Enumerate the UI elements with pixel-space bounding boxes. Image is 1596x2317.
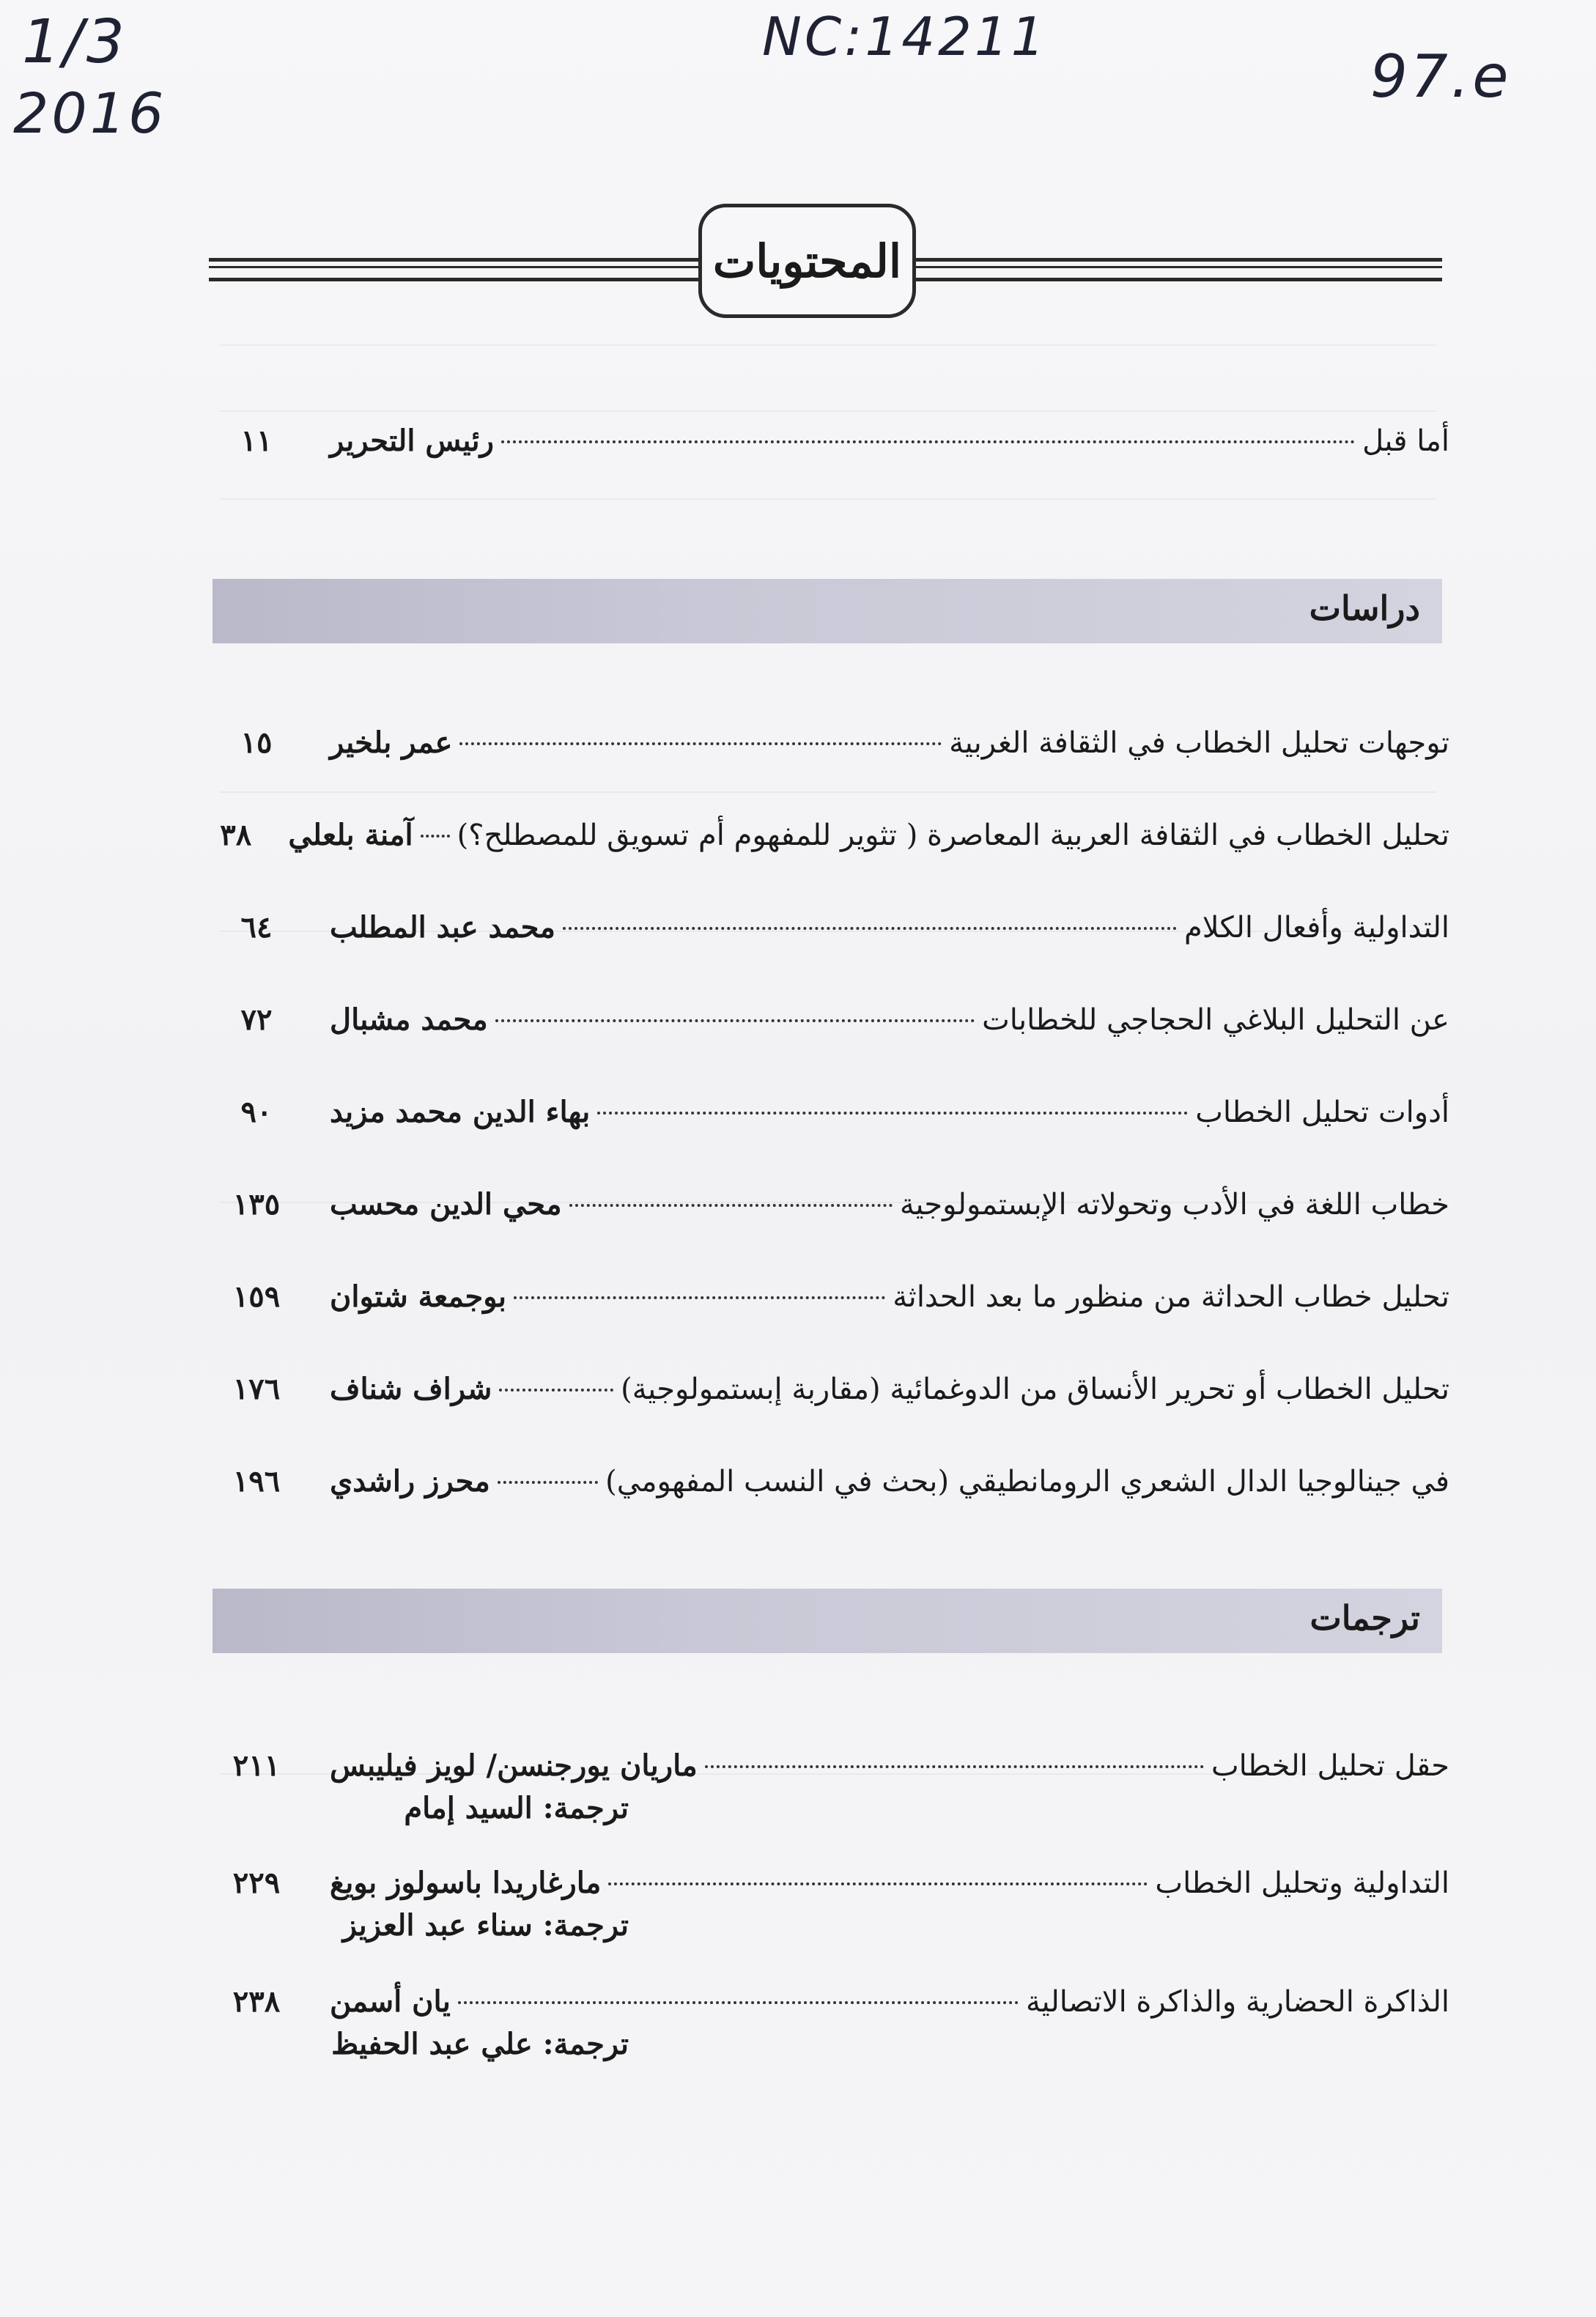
entry-title: خطاب اللغة في الأدب وتحولاته الإبستمولوجية (899, 1188, 1449, 1222)
leader-dots (458, 2001, 1019, 2004)
entry-title: أما قبل (1362, 424, 1449, 458)
entry-author: محي الدين محسب (330, 1187, 562, 1222)
bleed-through-line (220, 410, 1436, 412)
title-rule-left (209, 258, 698, 281)
toc-entry[interactable] (209, 906, 1449, 950)
toc-entry[interactable] (209, 1183, 1449, 1227)
leader-dots (495, 1019, 975, 1022)
toc-entry[interactable] (209, 813, 1449, 857)
section-header-translations (213, 1589, 1442, 1653)
entry-page: ٢١١ (232, 1748, 281, 1783)
leader-dots (514, 1296, 885, 1299)
leader-dots (499, 1389, 613, 1392)
toc-entry-translation[interactable] (209, 1980, 1449, 2065)
entry-page: ١٥٩ (232, 1279, 281, 1314)
entry-author: ماريان يورجنسن/ لويز فيليبس (330, 1748, 698, 1783)
title-rule-right (916, 258, 1442, 281)
leader-dots (608, 1882, 1148, 1885)
handwritten-note-top-right: 97.e (1370, 43, 1512, 111)
entry-author: آمنة بلعلي (288, 818, 413, 852)
bleed-through-line (220, 498, 1436, 500)
entry-title: تحليل الخطاب في الثقافة العربية المعاصرة ( تثوير للمفهوم أم تسويق للمصطلح؟) (457, 818, 1449, 852)
leader-dots (563, 927, 1177, 930)
leader-dots (597, 1112, 1188, 1115)
leader-dots (498, 1481, 598, 1484)
entry-translator: ترجمة: علي عبد الحفيظ (331, 2027, 629, 2061)
entry-page: ٩٠ (240, 1095, 273, 1129)
leader-dots (421, 835, 450, 838)
entry-title: التداولية وأفعال الكلام (1183, 911, 1449, 945)
entry-author: مارغاريدا باسولوز بويغ (330, 1866, 602, 1900)
entry-title: في جينالوجيا الدال الشعري الرومانطيقي (بحث في النسب المفهومي) (605, 1465, 1449, 1499)
entry-title: الذاكرة الحضارية والذاكرة الاتصالية (1026, 1985, 1449, 2019)
entry-page: ١٥ (240, 725, 273, 760)
entry-title: تحليل الخطاب أو تحرير الأنساق من الدوغمائية (مقاربة إبستمولوجية) (621, 1372, 1449, 1406)
leader-dots (569, 1204, 893, 1207)
entry-page: ١١ (240, 424, 273, 458)
entry-title: حقل تحليل الخطاب (1211, 1749, 1449, 1783)
toc-entry-translation[interactable] (209, 1861, 1449, 1946)
entry-translator: ترجمة: سناء عبد العزيز (342, 1908, 629, 1943)
entry-author: يان أسمن (330, 1984, 451, 2019)
leader-dots (459, 742, 942, 745)
section-header-studies (213, 579, 1442, 643)
toc-entry[interactable] (209, 1275, 1449, 1319)
leader-dots (705, 1765, 1204, 1768)
section-heading: دراسات (1309, 588, 1420, 628)
bleed-through-line (220, 791, 1436, 793)
entry-title: عن التحليل البلاغي الحجاجي للخطابات (982, 1003, 1449, 1037)
toc-entry[interactable] (209, 721, 1449, 765)
entry-author: محرز راشدي (330, 1464, 490, 1499)
entry-title: أدوات تحليل الخطاب (1195, 1095, 1449, 1129)
toc-entry[interactable] (209, 998, 1449, 1042)
toc-entry[interactable] (209, 1367, 1449, 1411)
entry-author: بوجمعة شتوان (330, 1279, 507, 1314)
entry-translator: ترجمة: السيد إمام (404, 1791, 629, 1825)
entry-author: محمد مشبال (330, 1002, 488, 1037)
entry-author: بهاء الدين محمد مزيد (330, 1095, 591, 1129)
entry-author: عمر بلخير (330, 725, 453, 760)
entry-page: ٧٢ (240, 1002, 273, 1037)
bleed-through-line (220, 344, 1436, 346)
entry-author: محمد عبد المطلب (330, 910, 555, 945)
entry-page: ٢٢٩ (232, 1866, 281, 1900)
entry-author: شراف شناف (330, 1372, 492, 1406)
entry-page: ٦٤ (240, 910, 273, 945)
entry-title: التداولية وتحليل الخطاب (1155, 1866, 1449, 1900)
entry-title: توجهات تحليل الخطاب في الثقافة الغربية (949, 726, 1449, 760)
entry-title: تحليل خطاب الحداثة من منظور ما بعد الحداثة (893, 1280, 1449, 1314)
entry-author: رئيس التحرير (330, 424, 494, 458)
entry-page: ٢٣٨ (232, 1984, 281, 2019)
entry-page: ١٩٦ (232, 1464, 281, 1499)
toc-entry[interactable] (209, 1090, 1449, 1134)
toc-entry[interactable] (209, 1460, 1449, 1504)
toc-entry-preface[interactable] (209, 419, 1449, 463)
entry-page: ١٧٦ (232, 1372, 281, 1406)
toc-entry-translation[interactable] (209, 1744, 1449, 1829)
entry-page: ٣٨ (220, 818, 252, 852)
page-title: المحتويات (712, 234, 902, 288)
handwritten-note-top-left-1: 1/3 (22, 7, 128, 77)
handwritten-note-top-left-2: 2016 (13, 81, 167, 146)
section-heading: ترجمات (1309, 1598, 1420, 1638)
leader-dots (501, 440, 1355, 443)
title-frame (698, 204, 916, 318)
handwritten-note-top-center: NC:14211 (762, 6, 1048, 67)
entry-page: ١٣٥ (232, 1187, 281, 1222)
